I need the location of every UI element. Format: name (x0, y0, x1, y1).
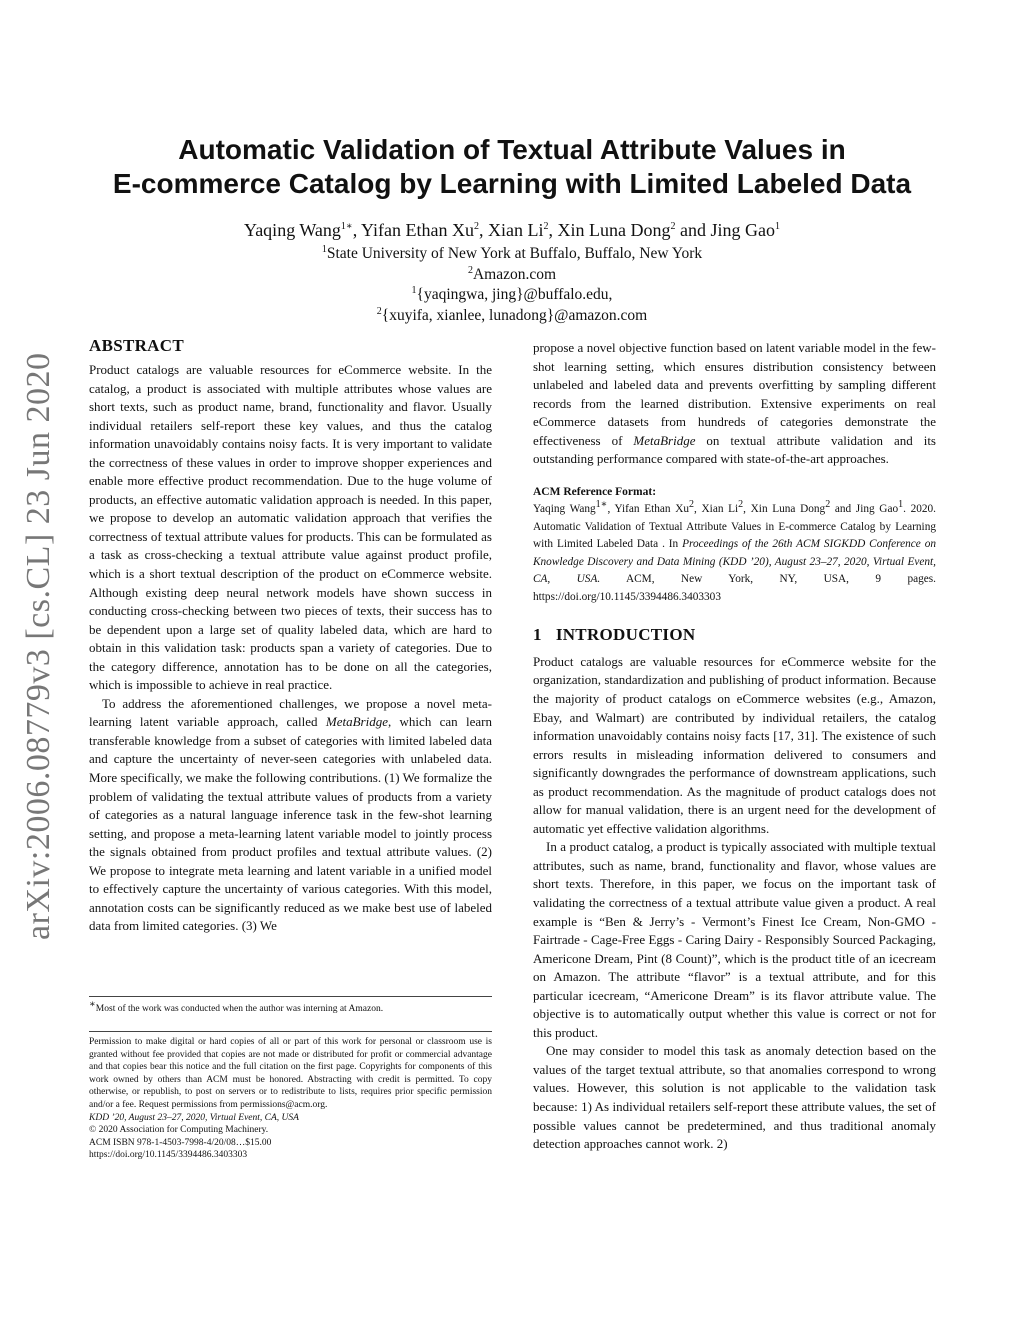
ref-sup: 1∗ (595, 499, 608, 511)
affiliation-sup: 1 (321, 243, 327, 255)
footnote-mark: ∗ (89, 998, 96, 1010)
affiliations (0, 244, 1024, 326)
affiliation-2 (0, 265, 1024, 286)
ref-author: and Jing Gao (830, 503, 899, 516)
method-name: MetaBridge (325, 714, 388, 730)
method-name: MetaBridge (633, 432, 696, 448)
acm-reference-body (533, 501, 936, 606)
ref-sup: 2 (738, 499, 744, 511)
ref-author: , Xian Li (694, 503, 739, 516)
acm-reference-label: ACM Reference Format: (533, 485, 657, 498)
footnote-text: Most of the work was conducted when the author was interning at Amazon. (95, 1004, 384, 1014)
abstract-paragraph-1: Product catalogs are valuable resources for eCommerce website. In the catalog, a product is associated with multiple attributes whose values are short texts, such as product name, brand, functionality and flavor. Usually individual retailers self-report these key values, and thus the catalog information unavoidably contains noisy facts. It is very important to validate the correctness of these values in order to improve shopper experiences and enable more effective product recommendation. Due to the huge volume of products, an effective automatic validation approach is needed. In this paper, we propose to develop an automatic validation approach that verifies the correctness of textual attribute values for products. This can be formulated as a task as cross-checking a textual attribute value against product profile, which is a short textual description of the product on eCommerce website. Although existing deep neural network models have shown success in conducting cross-checking between two pieces of texts, their success has to be dependent upon a large set of quality labeled data, which are hard to obtain in this validation task: products span a variety of categories. Due to the category difference, annotation has to be done on all the categories, which is impossible to achieve in real practice. (89, 362, 492, 693)
venue-text: KDD ’20, August 23–27, 2020, Virtual Event, CA, USA (89, 1112, 299, 1123)
author-name: and Jing Gao (675, 220, 775, 240)
abstract-text: To address the aforementioned challenges, we propose a novel meta-learning latent variable approach, called (89, 695, 492, 730)
permission-text: Permission to make digital or hard copies of all or part of this work for personal or classroom use is granted without fee provided that copies are not made or distributed for profit or commercial advantage and that copies bear this notice and the full citation on the first page. Copyrights for components of this work owned by others than ACM must be honored. Abstracting with credit is permitted. To copy otherwise, or republish, to post on servers or to redistribute to lists, requires prior specific permission and/or a fee. Request permissions from permissions@acm.org. (89, 1037, 492, 1110)
permission-copyright: © 2020 Association for Computing Machinery. (89, 1125, 269, 1136)
email-text: {yaqingwa, jing}@buffalo.edu, (416, 286, 613, 303)
email-text: {xuyifa, xianlee, lunadong}@amazon.com (381, 306, 648, 324)
ref-author: Yaqing Wang (533, 503, 596, 516)
abstract-text: , which can learn transferable knowledge from a subset of categories with limited labeled data and capture the uncertainty of never-seen categories with unlabeled data. More specifically, we make the following contributions. (1) We formalize the problem of validating the textual attribute values of products from a variety of categories as a natural language inference task in the few-shot learning setting, and propose a meta-learning latent variable model to jointly process the signals obtained from product profiles and textual attribute values. (2) We propose to integrate meta learning and latent variable in a unified model to effectively capture the uncertainty of various categories. With this model, annotation costs can be significantly reduced as we make best use of labeled data from limited categories. (3) We (89, 714, 492, 934)
email-sup: 1 (411, 284, 417, 296)
email-sup: 2 (376, 305, 382, 317)
email-2 (0, 306, 1024, 327)
ref-sup: 2 (689, 499, 695, 511)
permission-block (89, 1036, 492, 1162)
left-column (89, 361, 492, 936)
arxiv-identifier: arXiv:2006.08779v3 [cs.CL] 23 Jun 2020 (20, 352, 57, 940)
permission-isbn: ACM ISBN 978-1-4503-7998-4/20/08…$15.00 (89, 1137, 272, 1148)
section-number: 1 (533, 625, 542, 645)
ref-author: , Xin Luna Dong (743, 503, 826, 516)
title-line-2: E-commerce Catalog by Learning with Limited Labeled Data (112, 168, 912, 199)
ref-venue: Proceedings of the 26th ACM SIGKDD Conference on Knowledge Discovery and Data Mining (KDD ’20), August 23–27, 2020, Virtual Event, CA, USA. (533, 538, 936, 586)
author-name: , Yifan Ethan Xu (352, 220, 475, 240)
intro-paragraph-2: In a product catalog, a product is typically associated with multiple textual attributes, such as name, brand, functionality and flavor, whose values are short texts. Therefore, in this paper, we focus on the important task of validating the correctness of a textual attribute value given a product. A real example is “Ben & Jerry’s - Vermont’s Finest Ice Cream, Non-GMO - Fairtrade - Cage-Free Eggs - Caring Dairy - Responsibly Sourced Packaging, Americone Dream, Pint (8 Count)”, which is the product title of an icecream on Amazon. The attribute “flavor” is a textual attribute, and for this particular icecream, “Americone Dream” is its flavor attribute value. The objective is to automatically output whether this value is correct or not for this product. (533, 839, 936, 1040)
title-line-1: Automatic Validation of Textual Attribute Values in (178, 134, 846, 165)
abstract-text: on textual attribute validation and its outstanding performance compared with state-of-the-art approaches. (533, 432, 936, 467)
ref-sup: 1 (898, 499, 904, 511)
abstract-text: propose a novel objective function based on latent variable model in the few-shot learning setting, which ensures distribution consistency between unlabeled and labeled data and prevents overfitting by sampling different records from the learned distribution. Extensive experiments on real eCommerce datasets from hundreds of categories demonstrate the effectiveness of (533, 340, 936, 448)
intro-paragraph-3: One may consider to model this task as anomaly detection based on the values of the target textual attribute, so that anomalies correspond to wrong values. However, this solution is not applicable to the validation task because: 1) As individual retailers self-report these attribute values, the set of possible values cannot be predetermined, and thus traditional anomaly detection approaches cannot work. 2) (533, 1043, 936, 1152)
author-sup: 2 (474, 221, 480, 232)
introduction-heading (533, 626, 936, 645)
abstract-heading: ABSTRACT (89, 336, 184, 355)
affiliation-1 (0, 244, 1024, 265)
affiliation-text: State University of New York at Buffalo, Buffalo, New York (326, 245, 703, 262)
author-sup: 2 (670, 221, 676, 232)
permission-venue (89, 1112, 492, 1125)
email-1 (0, 285, 1024, 306)
section-title: INTRODUCTION (555, 625, 696, 645)
author-name: Yaqing Wang (244, 220, 341, 240)
abstract-paragraph-2 (89, 695, 492, 936)
author-name: , Xin Luna Dong (548, 220, 671, 240)
permission-divider (89, 1031, 492, 1032)
footnote-divider (89, 996, 492, 997)
permission-doi: https://doi.org/10.1145/3394486.3403303 (89, 1150, 248, 1161)
ref-author: , Yifan Ethan Xu (607, 503, 690, 516)
author-sup: 1 (774, 221, 780, 232)
ref-text: . 2020. Automatic Validation of Textual Attribute Values in E-commerce Catalog by Learning with Limited Labeled Data . In (533, 503, 936, 551)
author-sup: 2 (543, 221, 549, 232)
author-sup: 1∗ (340, 221, 353, 232)
footnote (89, 998, 492, 1016)
paper-title (0, 133, 1024, 201)
acm-reference (533, 484, 936, 607)
abstract-paragraph-3 (533, 339, 936, 469)
ref-sup: 2 (825, 499, 831, 511)
affiliation-sup: 2 (467, 264, 473, 276)
affiliation-text: Amazon.com (472, 265, 557, 283)
intro-paragraph-1: Product catalogs are valuable resources for eCommerce website for the organization, standardization and publishing of product information. Because the majority of product catalogs on eCommerce websites (e.g., Amazon, Ebay, and Walmart) are contributed by individual retailers, the catalog information unavoidably contains noisy facts [17, 31]. The existence of such errors results in misleading information delivered to consumers and significantly downgrades the performance of downstream applications, such as product recommendation. As the magnitude of product catalogs does not allow for manual validation, there is an urgent need for the development of automatic yet effective validation algorithms. (533, 653, 936, 836)
ref-text: ACM, New York, NY, USA, 9 pages. https://doi.org/10.1145/3394486.3403303 (533, 573, 936, 603)
author-list (0, 219, 1024, 241)
right-column (533, 339, 936, 1154)
author-name: , Xian Li (479, 220, 544, 240)
